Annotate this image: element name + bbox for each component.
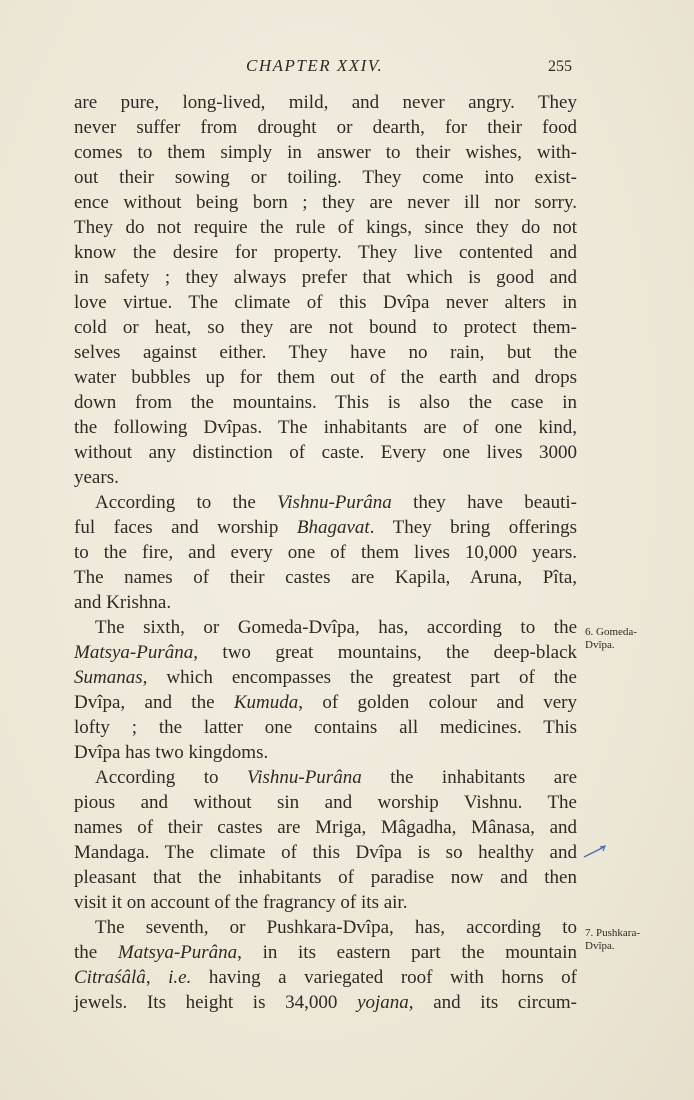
text-line: According to the Vishnu-Purâna they have beauti- <box>95 492 577 513</box>
text-line: without any distinction of caste. Every one lives 3000 <box>74 442 577 463</box>
text-line: Dvîpa has two kingdoms. <box>74 742 269 763</box>
text-line: pious and without sin and worship Vishnu. The <box>74 792 577 813</box>
text-line: are pure, long-lived, mild, and never angry. They <box>74 92 577 113</box>
text-line: Matsya-Purâna, two great mountains, the deep-black <box>74 642 577 663</box>
text-line: The names of their castes are Kapila, Aruna, Pîta, <box>74 567 577 588</box>
text-line: out their sowing or toiling. They come into exist- <box>74 167 577 188</box>
text-line: selves against either. They have no rain, but the <box>74 342 577 363</box>
text-line: Citraśâlâ, i.e. having a variegated roof with horns of <box>74 967 577 988</box>
text-line: the Matsya-Purâna, in its eastern part the mountain <box>74 942 577 963</box>
text-line: in safety ; they always prefer that which is good and <box>74 267 577 288</box>
text-line: years. <box>74 467 119 488</box>
page-number: 255 <box>548 58 572 75</box>
text-line: Dvîpa, and the Kumuda, of golden colour and very <box>74 692 577 713</box>
text-line: down from the mountains. This is also the case in <box>74 392 577 413</box>
text-line: jewels. Its height is 34,000 yojana, and its circum- <box>74 992 578 1013</box>
text-line: The sixth, or Gomeda-Dvîpa, has, according to the <box>95 617 577 638</box>
chapter-title: CHAPTER XXIV. <box>246 56 384 75</box>
running-header <box>0 56 694 80</box>
margin-note-text: 6. Gomeda- Dvîpa. <box>585 626 637 651</box>
text-line: lofty ; the latter one contains all medicines. This <box>74 717 577 738</box>
text-line: Sumanas, which encompasses the greatest part of the <box>74 667 577 688</box>
margin-note-text: 7. Pushkara- Dvîpa. <box>585 927 640 952</box>
text-line: pleasant that the inhabitants of paradise now and then <box>74 867 577 888</box>
text-line: and Krishna. <box>74 592 172 613</box>
margin-note-pushkara <box>585 927 640 953</box>
text-line: names of their castes are Mriga, Mâgadha, Mânasa, and <box>74 817 577 838</box>
margin-note-gomeda <box>585 626 637 652</box>
text-line: visit it on account of the fragrancy of its air. <box>74 892 408 913</box>
text-line: water bubbles up for them out of the earth and drops <box>74 367 577 388</box>
text-line: ence without being born ; they are never ill nor sorry. <box>74 192 577 213</box>
text-line: The seventh, or Pushkara-Dvîpa, has, according to <box>95 917 577 938</box>
text-line: They do not require the rule of kings, since they do not <box>74 217 577 238</box>
text-line: love virtue. The climate of this Dvîpa never alters in <box>74 292 577 313</box>
text-line: comes to them simply in answer to their wishes, with- <box>74 142 577 163</box>
pencil-mark-icon <box>582 844 608 860</box>
text-line: the following Dvîpas. The inhabitants are of one kind, <box>74 417 577 438</box>
text-line: ful faces and worship Bhagavat. They bring offerings <box>74 517 578 538</box>
text-line: never suffer from drought or dearth, for their food <box>74 117 577 138</box>
body-text <box>74 90 577 1015</box>
text-line: According to Vishnu-Purâna the inhabitants are <box>95 767 578 788</box>
text-line: know the desire for property. They live contented and <box>74 242 577 263</box>
text-line: cold or heat, so they are not bound to protect them- <box>74 317 577 338</box>
text-line: Mandaga. The climate of this Dvîpa is so healthy and <box>74 842 577 863</box>
text-line: to the fire, and every one of them lives 10,000 years. <box>74 542 577 563</box>
